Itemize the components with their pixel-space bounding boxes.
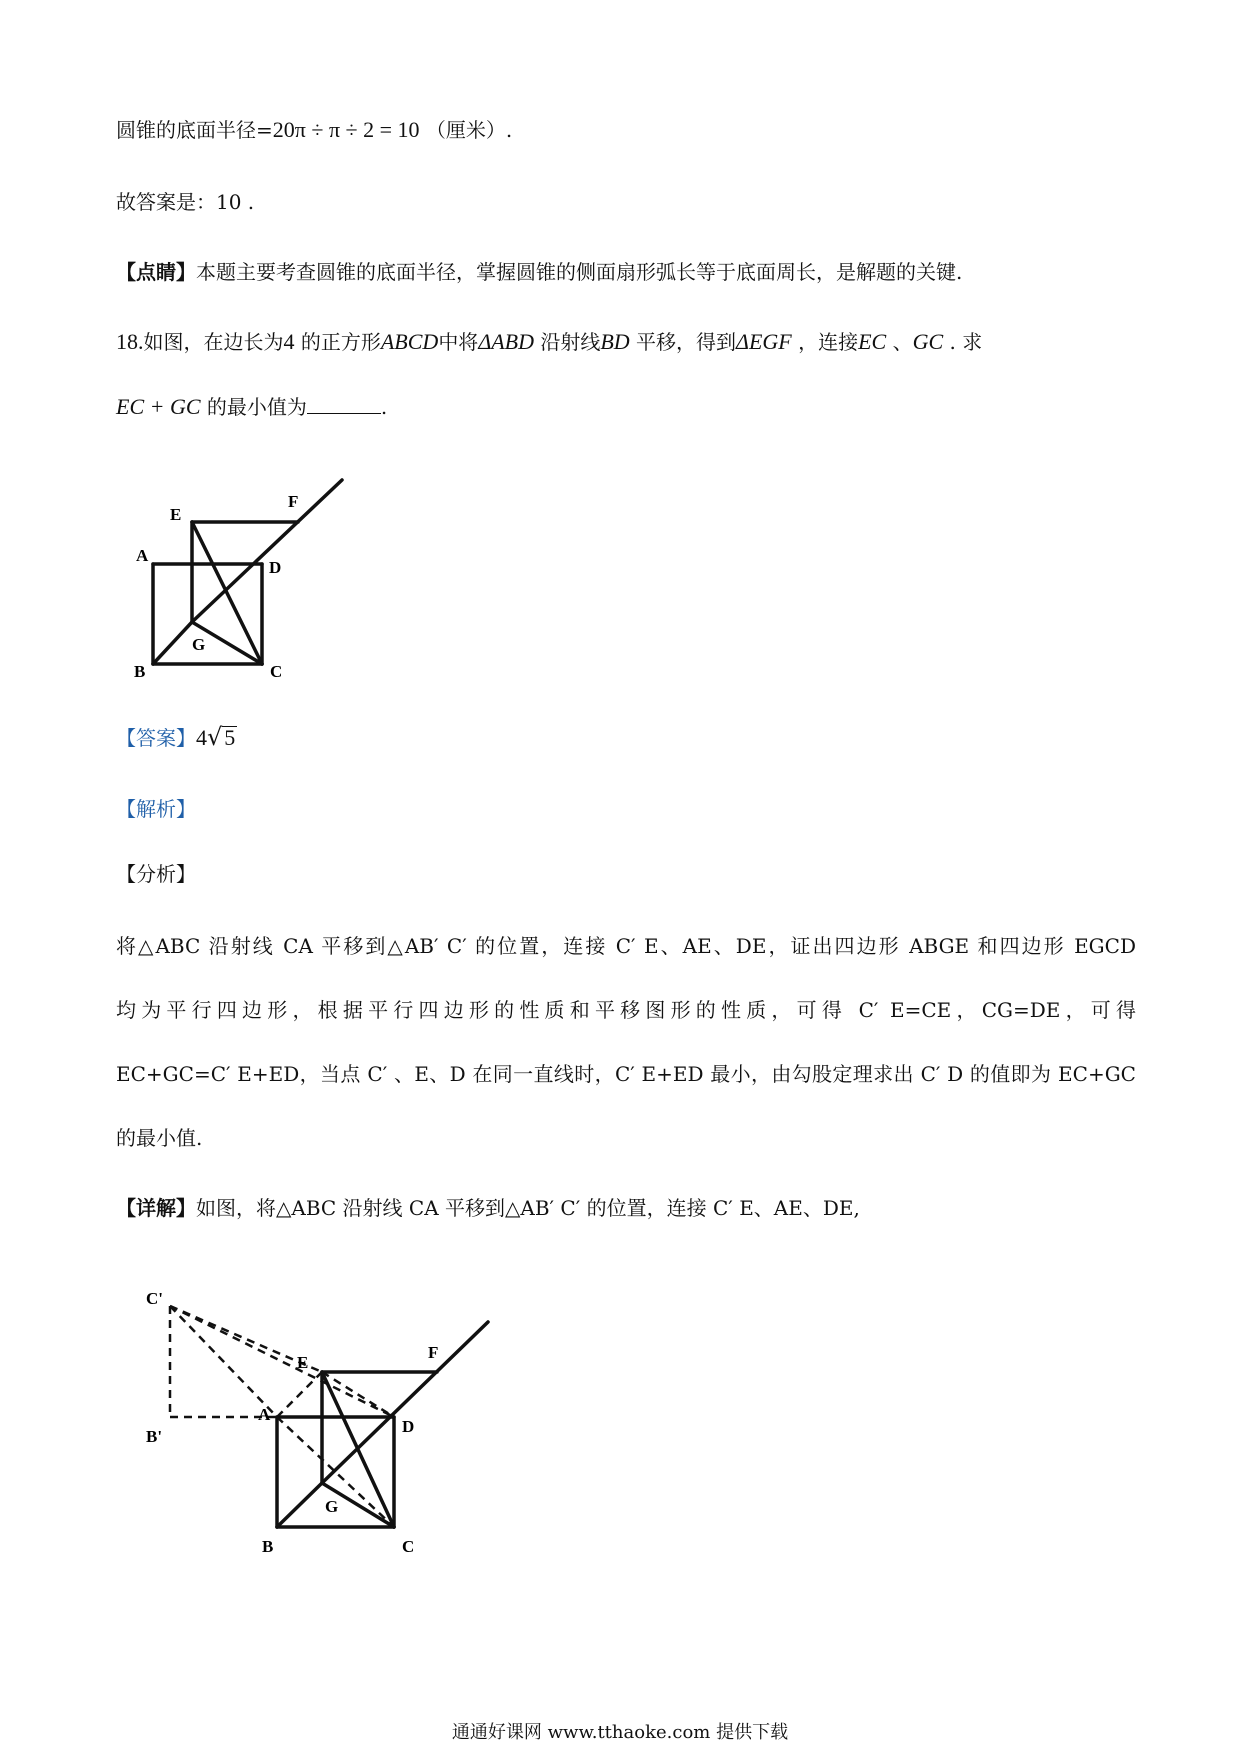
question-text-min: 的最小值为	[206, 395, 307, 419]
question-text-a: 如图，在边长为	[143, 330, 284, 354]
answer-tag: 【答案】	[116, 726, 196, 750]
triangle-abd: ΔABD	[478, 329, 534, 354]
fig2-label-d: D	[402, 1417, 415, 1436]
question-text-i: 平移，得到	[636, 330, 737, 354]
question-text-c: 的正方形	[300, 330, 381, 354]
analysis-heading: 【解析】	[116, 797, 196, 821]
answer-blank	[307, 395, 381, 414]
segment-ec: EC	[858, 329, 887, 354]
fig1-label-d: D	[269, 558, 282, 577]
fig1-ray-gf	[192, 480, 342, 622]
question-text-m: 、	[892, 330, 913, 354]
fig2-dash-a-e	[277, 1372, 322, 1417]
fig2-label-e: E	[297, 1353, 309, 1372]
question-18-line-2	[116, 393, 1136, 421]
fig1-edge-bg	[153, 622, 192, 664]
fig2-label-g: G	[325, 1497, 339, 1516]
question-text-k: ，连接	[798, 330, 859, 354]
fig1-label-b: B	[134, 662, 146, 680]
fig2-label-f: F	[428, 1343, 439, 1362]
fig1-label-e: E	[170, 505, 182, 524]
fig2-ray-gf	[322, 1322, 488, 1483]
comment-text: 本题主要考查圆锥的底面半径，掌握圆锥的侧面扇形弧长等于底面周长，是解题的关键.	[196, 260, 963, 284]
fig2-edge-bg	[277, 1483, 322, 1527]
radius-unit: （厘米）.	[425, 118, 513, 142]
question-text-g: 沿射线	[540, 330, 601, 354]
comment-tag: 【点睛】	[116, 260, 196, 284]
fig1-label-a: A	[136, 546, 149, 565]
question-period: .	[380, 395, 388, 419]
side-length: 4	[283, 329, 295, 354]
detail-tag: 【详解】	[116, 1196, 196, 1220]
question-text-e: 中将	[438, 330, 479, 354]
analysis-line-3: EC+GC=C′ E+ED，当点 C′ 、E、D 在同一直线时，C′ E+ED 最小，由勾股定理求出 C′ D 的值即为 EC+GC	[116, 1062, 1136, 1086]
triangle-egf: ΔEGF	[736, 329, 792, 354]
question-text-o: . 求	[949, 330, 983, 354]
ray-bd: BD	[600, 329, 630, 354]
figure-2-diagram	[140, 1280, 520, 1580]
detail-line	[116, 1194, 1136, 1222]
radius-prefix: 圆锥的底面半径=	[116, 118, 273, 142]
analysis-line-2: 均为平行四边形，根据平行四边形的性质和平移图形的性质，可得 C′ E=CE，CG=DE，可得	[116, 998, 1136, 1022]
figure-1-diagram	[130, 470, 370, 680]
radius-formula: 20π ÷ π ÷ 2 = 10	[272, 117, 420, 142]
fig2-label-cp: C'	[146, 1289, 163, 1308]
fig1-label-f: F	[288, 492, 299, 511]
solution-line-radius	[116, 116, 1136, 144]
segment-gc: GC	[912, 329, 944, 354]
fig2-label-c: C	[402, 1537, 415, 1556]
page-footer: 通通好课网 www.tthaoke.com 提供下载	[451, 1722, 789, 1743]
analysis-line-4: 的最小值.	[116, 1126, 203, 1150]
analysis-line-1: 将△ABC 沿射线 CA 平移到△AB′ C′ 的位置，连接 C′ E、AE、DE，证出四边形 ABGE 和四边形 EGCD	[116, 934, 1136, 958]
answer-radicand: 5	[224, 725, 236, 750]
fig2-label-b: B	[262, 1537, 274, 1556]
detail-text: 如图，将△ABC 沿射线 CA 平移到△AB′ C′ 的位置，连接 C′ E、AE、DE,	[196, 1196, 860, 1220]
fig1-label-g: G	[192, 635, 206, 654]
question-number: 18.	[116, 329, 144, 354]
square-name: ABCD	[380, 329, 439, 354]
fig2-dash-cp-d	[170, 1306, 394, 1417]
answer-line	[116, 723, 1136, 752]
fig2-dash-cp-a	[170, 1306, 277, 1417]
sqrt-icon: √	[207, 723, 223, 751]
fenxi-heading: 【分析】	[116, 862, 196, 886]
answer-statement: 故答案是：10 .	[116, 190, 255, 214]
question-18-line-1	[116, 328, 1136, 356]
comment-line	[116, 258, 1136, 286]
fig2-label-bp: B'	[146, 1427, 163, 1446]
expression-ec-gc: EC + GC	[116, 394, 201, 419]
fig1-label-c: C	[270, 662, 283, 680]
answer-coefficient: 4	[196, 725, 207, 750]
fig2-label-a: A	[258, 1405, 271, 1424]
